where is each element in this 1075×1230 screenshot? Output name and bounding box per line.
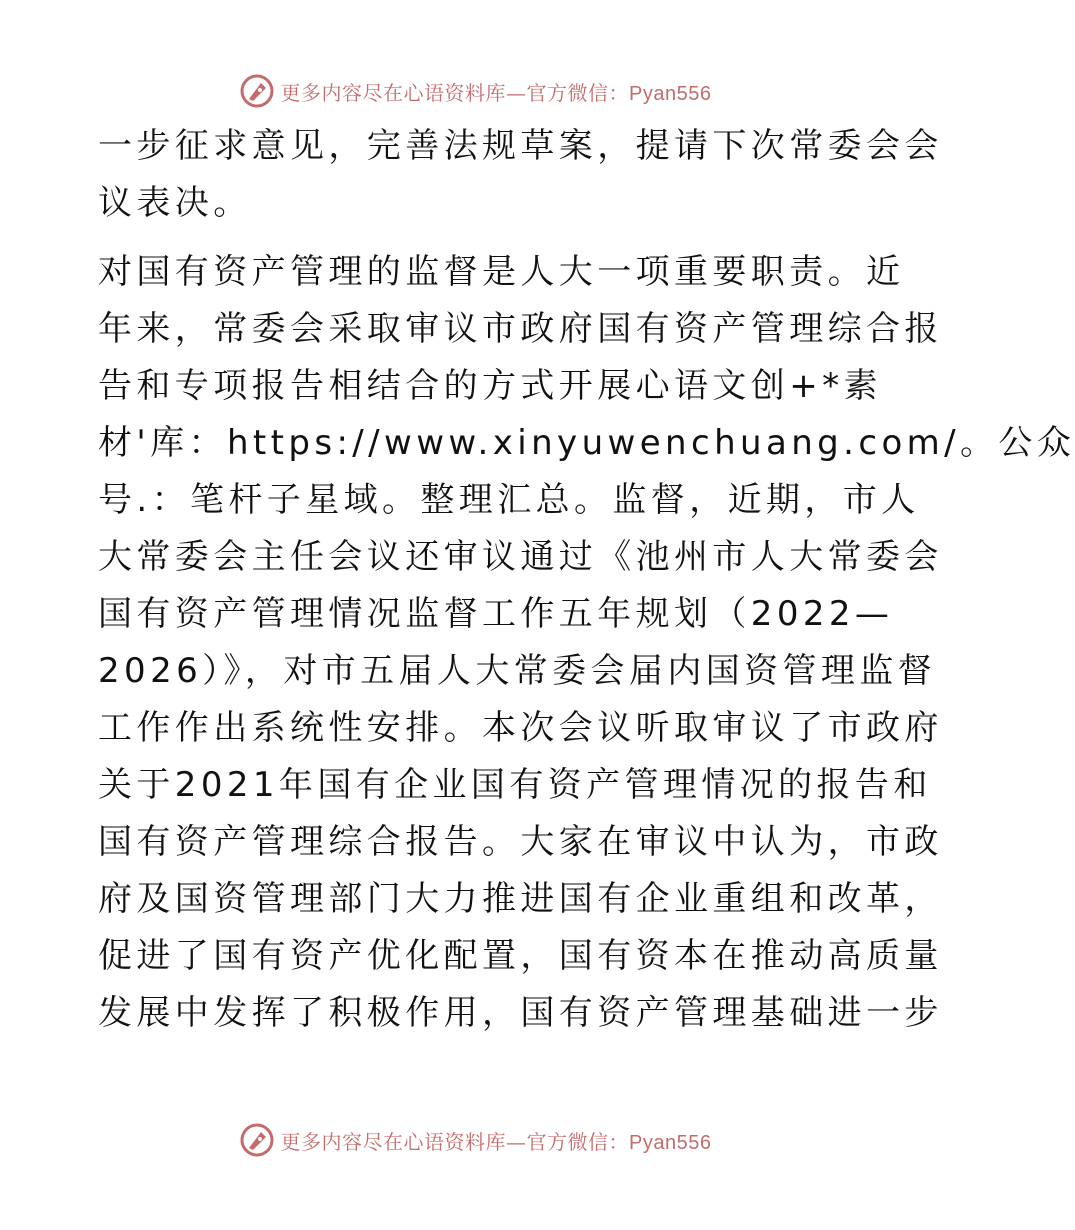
document-body: [98, 118, 1075, 1042]
text-line: 告和专项报告相结合的方式开展心语文创+*素: [98, 366, 882, 406]
text-line: 材'库：https://www.xinyuwenchuang.com/。公众: [98, 423, 1075, 463]
pen-nib-logo-icon: [239, 1122, 275, 1158]
text-line: 议表决。: [98, 183, 252, 223]
text-line: 发展中发挥了积极作用，国有资产管理基础进一步: [98, 993, 943, 1033]
text-line: 年来，常委会采取审议市政府国有资产管理综合报: [98, 309, 943, 349]
text-line: 国有资产管理情况监督工作五年规划（2022—: [98, 594, 894, 634]
text-line: 2026）》，对市五届人大常委会届内国资管理监督: [98, 651, 937, 691]
text-line: 关于2021年国有企业国有资产管理情况的报告和: [98, 765, 932, 805]
footer-banner-text: [281, 1126, 712, 1155]
footer-banner-title: 更多内容尽在心语资料库: [280, 1129, 507, 1154]
footer-banner-separator: —: [506, 1129, 527, 1154]
paragraph-1: [98, 118, 943, 232]
header-banner-text: [281, 77, 712, 106]
text-line: 国有资产管理综合报告。大家在审议中认为，市政: [98, 822, 943, 862]
paragraph-2: [98, 244, 1075, 1042]
text-line: 一步征求意见，完善法规草案，提请下次常委会会: [98, 126, 943, 166]
page-footer-banner: [0, 1120, 950, 1160]
text-line: 号.：笔杆子星域。整理汇总。监督，近期，市人: [98, 480, 920, 520]
text-line: 工作作出系统性安排。本次会议听取审议了市政府: [98, 708, 943, 748]
paragraph-spacer: [98, 232, 858, 244]
pen-nib-logo-icon: [239, 73, 275, 109]
footer-wechat-text: 官方微信：Pyan556: [526, 1131, 712, 1154]
text-line: 对国有资产管理的监督是人大一项重要职责。近: [98, 252, 905, 292]
text-line: 府及国资管理部门大力推进国有企业重组和改革，: [98, 879, 943, 919]
text-line: 促进了国有资产优化配置，国有资本在推动高质量: [98, 936, 943, 976]
page-header-banner: [0, 71, 950, 111]
header-wechat-text: 官方微信：Pyan556: [526, 82, 712, 105]
header-banner-separator: —: [506, 80, 527, 105]
header-banner-title: 更多内容尽在心语资料库: [280, 80, 507, 105]
text-line: 大常委会主任会议还审议通过《池州市人大常委会: [98, 537, 943, 577]
